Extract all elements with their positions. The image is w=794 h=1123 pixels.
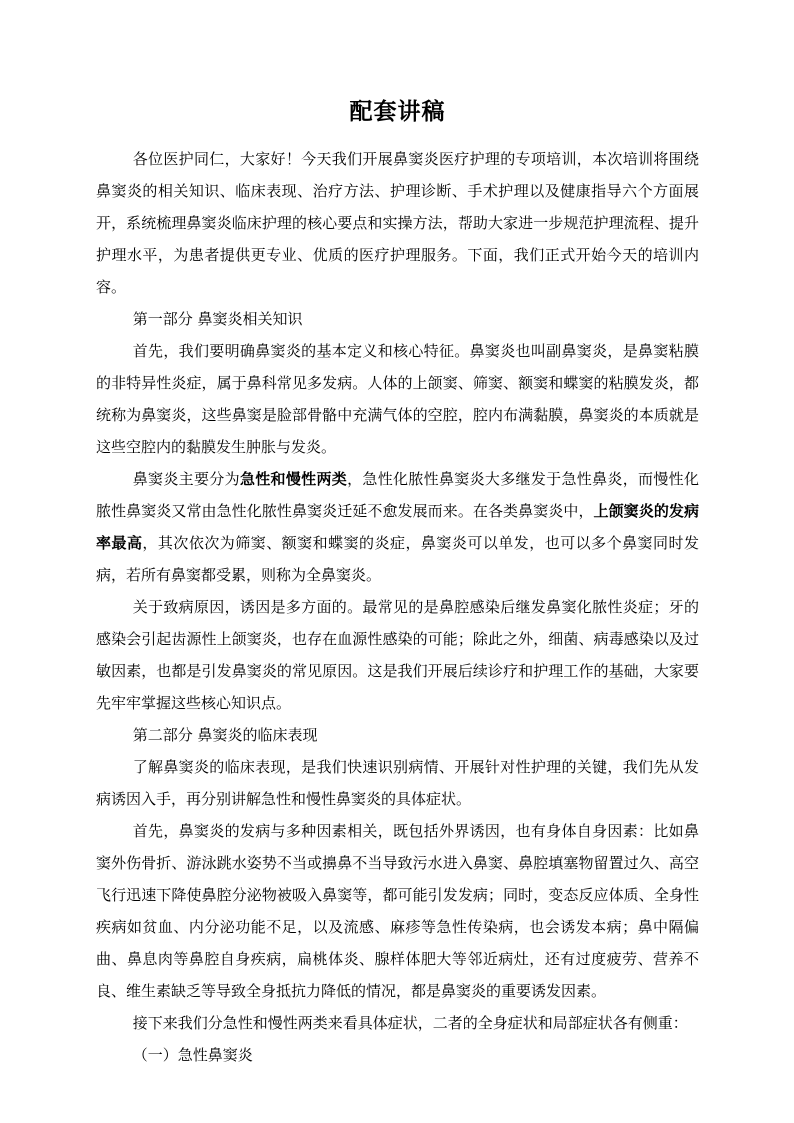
- text-run: 首先，鼻窦炎的发病与多种因素相关，既包括外界诱因，也有身体自身因素：比如鼻窦外伤骨折、游泳跳水姿势不当或擤鼻不当导致污水进入鼻窦、鼻腔填塞物留置过久、高空飞行迅速下降使鼻腔分泌物被吸入鼻窦等，都可能引发发病；同时，变态反应体质、全身性疾病如贫血、内分泌功能不足，以及流感、麻疹等急性传染病，也会诱发本病；鼻中隔偏曲、鼻息肉等鼻腔自身疾病，扁桃体炎、腺样体肥大等邻近病灶，还有过度疲劳、营养不良、维生素缺乏等导致全身抵抗力降低的情况，都是鼻窦炎的重要诱发因素。: [96, 822, 699, 1000]
- document-title: 配套讲稿: [349, 99, 446, 125]
- paragraph-body: [96, 335, 699, 463]
- text-run: （一）急性鼻窦炎: [132, 1046, 253, 1064]
- text-run: 了解鼻窦炎的临床表现，是我们快速识别病情、开展针对性护理的关键，我们先从发病诱因入手，再分别讲解急性和慢性鼻窦炎的具体症状。: [96, 758, 699, 808]
- paragraph-section-heading: [96, 303, 699, 335]
- paragraph-body: [96, 751, 699, 815]
- paragraph-body: [96, 591, 699, 719]
- document-body: [96, 143, 699, 1071]
- paragraph-body: [96, 1007, 699, 1039]
- text-run: ，急性化脓性鼻窦炎大多继发于急性鼻炎，而慢性化脓性鼻窦炎又常由急性化脓性鼻窦炎迁延不愈发展而来。在各类鼻窦炎中，: [96, 470, 699, 520]
- text-run: 关于致病原因，诱因是多方面的。最常见的是鼻腔感染后继发鼻窦化脓性炎症；牙的感染会引起齿源性上颌窦炎，也存在血源性感染的可能；除此之外，细菌、病毒感染以及过敏因素，也都是引发鼻窦炎的常见原因。这是我们开展后续诊疗和护理工作的基础，大家要先牢牢掌握这些核心知识点。: [96, 598, 699, 712]
- text-run: 第一部分 鼻窦炎相关知识: [132, 310, 303, 328]
- bold-text-run: 上颌窦炎的发病率最高: [96, 502, 699, 552]
- paragraph-body: [96, 463, 699, 591]
- paragraph-list-heading: [96, 1039, 699, 1071]
- text-run: 鼻窦炎主要分为: [132, 470, 240, 488]
- text-run: 首先，我们要明确鼻窦炎的基本定义和核心特征。鼻窦炎也叫副鼻窦炎，是鼻窦粘膜的非特异性炎症，属于鼻科常见多发病。人体的上颌窦、筛窦、额窦和蝶窦的粘膜发炎，都统称为鼻窦炎，这些鼻窦是脸部骨骼中充满气体的空腔，腔内布满黏膜，鼻窦炎的本质就是这些空腔内的黏膜发生肿胀与发炎。: [96, 342, 699, 456]
- text-run: 接下来我们分急性和慢性两类来看具体症状，二者的全身症状和局部症状各有侧重：: [132, 1014, 688, 1032]
- text-run: 各位医护同仁，大家好！今天我们开展鼻窦炎医疗护理的专项培训，本次培训将围绕鼻窦炎的相关知识、临床表现、治疗方法、护理诊断、手术护理以及健康指导六个方面展开，系统梳理鼻窦炎临床护理的核心要点和实操方法，帮助大家进一步规范护理流程、提升护理水平，为患者提供更专业、优质的医疗护理服务。下面，我们正式开始今天的培训内容。: [96, 150, 699, 296]
- paragraph-section-heading: [96, 719, 699, 751]
- text-run: ，其次依次为筛窦、额窦和蝶窦的炎症，鼻窦炎可以单发，也可以多个鼻窦同时发病，若所有鼻窦都受累，则称为全鼻窦炎。: [96, 534, 699, 584]
- bold-text-run: 急性和慢性两类: [239, 470, 348, 488]
- text-run: 第二部分 鼻窦炎的临床表现: [132, 726, 318, 744]
- paragraph-body: [96, 815, 699, 1007]
- paragraph-body: [96, 143, 699, 303]
